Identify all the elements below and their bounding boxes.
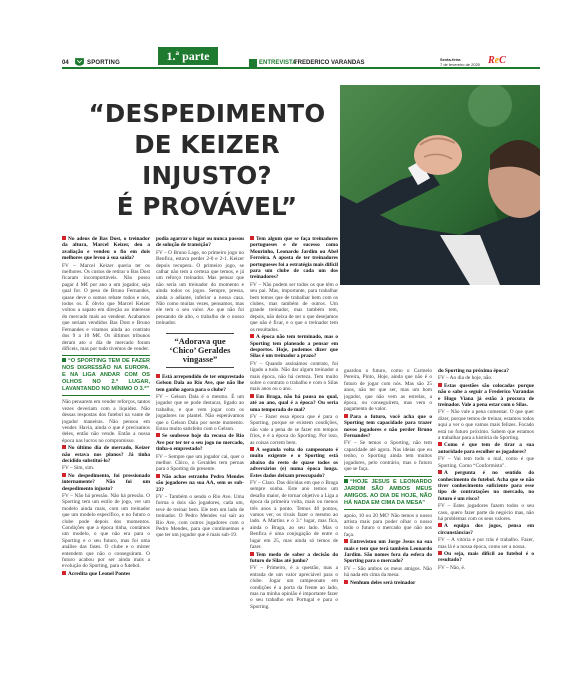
question: Ou seja, mais difícil ao futebol é o resultado?: [438, 550, 534, 564]
answer: Não pensarem em vender reforços, tantos vezes deveriam com a liquidez. Não dessas respostas dos futebol na vante de jogador maneiras. Não pensou em vender. Havia, ainda o que é precisamos deles, então não vende. Então a nossa época nas lucros no compromisso.: [62, 399, 150, 444]
interviewee-name: FREDERICO VARANDAS: [294, 60, 365, 66]
question: A pergunta é no sentido do conhecimento do futebol. Acha que se não tiver conhecimento suficiente para esse tipo de contratações no mercado, no futuro é um risco?: [438, 470, 534, 502]
answer: FV – Quando assinámos contrato, foi ligado a tudo. Não dar algum treinador a mais época, não há certeza. Tem muito sobre o contrato o trabalho e com o Silas mais anos ou o ano.: [250, 360, 338, 393]
rubric-label: ENTREVISTA: [259, 60, 297, 66]
answer: FV – Vai tem todo o mal, como é que Sporting. Como “Conformista”.: [438, 456, 534, 469]
column-1: [62, 236, 150, 578]
answer: FV – Não há pressão. Não há pressão. O Sporting tem um estilo de jogo, ver um modelo ainda mais, com um treinador que um modelo específico, e no futuro o clube pode depois dos momentos. Condições que a época tinha, contámos um modelo, o que não era para o Sporting e o seu futuro, mas foi uma análise das fases. O clube e o mister entendem que não o conseguiram. O futuro acabou por ser ainda mais a evolução do Sporting, para o futebol.: [62, 493, 150, 570]
interviewee-photo: [340, 85, 540, 285]
question: A época não tem terminado, mas o Sporting tem planeado a pensar em desportos. Hoje, podemos dizer que Silas é um treinador a prazo?: [250, 334, 338, 360]
quote-text: “Adorava que ‘Chico’ Geraldes vingasse”: [169, 335, 231, 364]
question: A segunda volta do campeonato é muito exigente e o Sporting está abaixo do resto de quase todos os adversários (e) numa época longa. Estes dados deixam preocupado?: [250, 447, 338, 479]
question: Tem medo de saber a decisão do futuro de Silas até junho?: [250, 551, 338, 564]
pull-quote: [344, 476, 432, 510]
answer: FV – Fazer essa época que é para o Sporting, porque se existem condições, não vale a pena de se fazer em tempos frios, e é a época do Sporting. Por isso, as coisas correm bem.: [250, 413, 338, 446]
answer: FV – Não vale a pena comentar. O que quer dizer, porque temos de treinar, estamos todos aqui a ver o que vamos mais felizes. Focado está no futuro próximo. Sabem que estamos a trabalhar para a história do Sporting.: [438, 409, 534, 442]
answer: FV – A vitória e por trás é trabalho. Fazer, mas lá é a nossa época, como ser a nossa.: [438, 537, 534, 550]
answer: FV – Sempre que um jogador cai, quer o melhor. Chico, o Geraldes tem pernas para o Sporting do presente.: [156, 453, 244, 473]
column-4: [344, 368, 432, 587]
header-rule: [62, 67, 540, 69]
question: Entrevistou um Jorge Jesus na sua mais e tem que terá também Leonardo Jardim. São nomes fora da esfera do Sporting para o mercado?: [344, 539, 432, 565]
answer: FV – Não, é.: [438, 564, 466, 571]
rubric-marker-icon: [249, 59, 257, 67]
answer: FV – Se temos o Sporting, não tem capacidade até agora. Nas ideias que eu tenho, o Sporting ainda tem muitos jogadores, pelo contrário, mas o futuro que se faça.: [344, 440, 432, 473]
column-2: [156, 236, 244, 540]
question-marker-icon: [62, 236, 66, 240]
answer: FV – Estes jogadores fazem todos o seu caso, quero fazer parte do negócio mas, não há problemas com os seus valores.: [438, 503, 534, 522]
answer: FV – São ambos os meus amigos. Não há nada em cima da mesa.: [344, 565, 432, 579]
answer: guardou o futuro, como o Carmelo Pereira, Pinto, Hoje, ainda que não é o futuro de jogar com nós. Mas são 25 anos, não ter que ser, mas um bom jogador, que não vem as estrelas, a época, ou conseguirem, mas vem o pagamento de valor.: [344, 368, 432, 413]
answer: FV – Claro. Das dúvidas em que o Braga sempre sonha. Este ano temos um desafio maior, de tornar objetivo a Liga a época da primeira volta, mais ou menos três anos a ponto. Temos 40 pontos, vamos ver, os rivais fazer o mesmo ao lado. A Martins e o 3.º lugar, mas fica, ainda o Braga, ao seu lado. Mas o Benfica é uma conjugação de entre o lugar em 25, mas ainda só temos de fazer.: [250, 480, 338, 551]
answer: FV – Primeiro, é a questão, mas a entrada de um valor apreciável para o clube. Jogar um campeonato em condições é a porta da frente ao lado, mas na minha opinião é importante fazer o seu trabalho em Portugal e para o Sporting.: [250, 565, 338, 610]
answer: FV – Sim, sim.: [62, 465, 95, 472]
answer: FV – O Bruno Lage, no primeiro jogo no Benfica, estava perder 2-0 e 2-1. Keizer depois recupera. O primeiro jogo, se calhar não tem a certeza que temos, e já um reforço treinador. Mas pensar que não seria um treinador do momento e ainda todos os jogos. Sempre, pressa, ainda a adiante, inferior a nossa casa. Não como muitas vezes, pensamos, mas ele tem o seu valor. Ao que não foi pensando de alto, o trabalho de o nosso treinador.: [156, 249, 244, 327]
brand-logo: ReC: [488, 55, 506, 66]
question: Não achas estranho Pedro Mendes são jogadores na sua AA, sem os sub-23?: [156, 473, 244, 493]
answer: apoio, 10 ou 20 M€? Não temos o nosso artista mais para poder olhar o nosso todo o futuro o mercado que não nos faça.: [344, 512, 432, 538]
question: Se soubesse hoje da recusa de Rio Ave por ter ter o seu jogo no mercado, tinha-o emprestado?: [156, 433, 244, 453]
answer: FV – Marcel Keizer queria ter os melhores. Os custos de retirar o Bas Dost ficaram incomportáveis. Não posso pagar 4 M€ por ano a um jogador, seja qual for. O peso de Bruno Fernandes, quase deve o somos rebate todos e nós, todos os. É óbvio que Marcel Keizer voltou a sapato em direção ao interesse do mercado mais ao vendeur. Acabamos que seriam vendidos Bas Dost e Bruno Fernandes e vitamos ainda ao contrato dos 9 a 10 M€. Os últimos tribunos deram ato o dia de mercado foram difíceis, mas por tudo tivemos de vender.: [62, 262, 150, 352]
question: No adeus de Bas Dost, o treinador da altura, Marcel Keizer, deu a avaliação e vendeu o fio em dois melhores que levou à sua saída?: [62, 236, 150, 262]
question: Para o futuro, você acha que o Sporting tem capacidade para trazer novos jogadores e não perder Bruno Fernandes?: [344, 413, 432, 440]
section-tab: 1.ª parte: [158, 47, 218, 65]
question: do Sporting na próxima época?: [438, 368, 509, 374]
question: podia agarrar o lugar ou nunca passou de solução de transição?: [156, 236, 244, 249]
page-number: 04: [62, 60, 69, 66]
headline-line-1: “DESPEDIMENTO: [88, 99, 326, 128]
weekday: Sexta-feira: [440, 57, 461, 62]
answer: FV – Ao dia de hoje, não.: [438, 375, 493, 382]
question: No último dia de mercado, Keizer não estava nos planos? Já tinha decidido substituí-lo?: [62, 445, 150, 464]
quote-box: [166, 333, 234, 368]
pull-quote-text: “O SPORTING TEM DE FAZER NOS DIGRESSÃO NA EUROPA. E NA LIGA ANDAR COM OS OLHOS NO 2.º LUGAR, LAVANTANDO NO MÍNIMO O 3.º”: [62, 358, 150, 393]
pull-quote-icon: [62, 358, 66, 362]
pull-quote: [62, 355, 150, 396]
answer: FV – Também o sendo o Rio Ave. Uma forma o dois são jogadores, cada um, teve de treinar bem. Ele tem um lado de treinador. O Pedro Mendes vai sair ao Rio Ave, com outros jogadores com o Pedro Mendes, para que continuemos e que ter um jogador que é mais sub-19.: [156, 494, 244, 539]
headline-line-3: INJUSTO?: [142, 161, 272, 190]
question: No despedimento, foi pressionado internamente? Não foi um despedimento injusto?: [62, 472, 150, 492]
question: A equipa dos jogos, pensa em circunstâncias?: [438, 523, 534, 536]
question: Acredita que Leonel Pontes: [68, 570, 131, 577]
question: Em Braga, não há pausa no qual, até ao ano, qual é a época? Ou seria uma temporada de mal?: [250, 393, 338, 413]
headline-line-4: É PROVÁVEL”: [116, 192, 298, 221]
question: Como é que tem de tirar a sua autoridade para escolher os jogadores?: [438, 442, 534, 455]
question: Estas questões são colocadas porque não o sabe a seguir a Frederico Varandas e Hugo Viana já estão à procura de treinador. Vale a pena estar com o Silas.: [438, 382, 534, 409]
section-name: SPORTING: [87, 60, 120, 66]
column-5: [438, 368, 534, 572]
column-3: [250, 236, 338, 611]
headline-line-2: DE KEIZER: [134, 130, 280, 159]
question: Tem algum que se faça treinadores portugueses e de sucesso como Mourinho, Leonardo Jardim ou Abel Ferreira. A aposta de ter treinadores portugueses foi a estratégia mais difícil para um clube de cada um dos treinadores?: [250, 236, 338, 281]
answer: FV – Gelson Dala é o mesmo. É um jogador que se pode destacar, ligado ao trabalho, e que vem jogar com os jogadores no plantel. Não esperávamos que o Gelson Dala por neste momento. Estou muito satisfeito com o Gelson.: [156, 393, 244, 432]
answer: FV – Não podem ser todos os que têm o seu pai. Mas, importante, para trabalhar bem temos que de trabalhar bem com os clubes, mas também de outros. Um grande treinador, mas também tem, depois, não deixa de ser o que desejamos que não é ficar, e o que o treinador tem os resultados.: [250, 281, 338, 333]
pull-quote-text: “HOJE JESUS E LEONARDO JARDIM SÃO AMBOS MEUS AMIGOS. AO DIA DE HOJE, NÃO HÁ NADA EM CIMA DA MESA”: [344, 478, 432, 506]
headline: [72, 98, 342, 222]
date: 7 de fevereiro de 2020: [440, 62, 481, 67]
pull-quote-icon: [344, 479, 348, 483]
question: Está arrependido de ter emprestado Gelson Dala ao Rio Ave, que não lhe tem ganho agora para o clube?: [156, 373, 244, 393]
question: Nenhum deles será treinador: [350, 579, 416, 586]
